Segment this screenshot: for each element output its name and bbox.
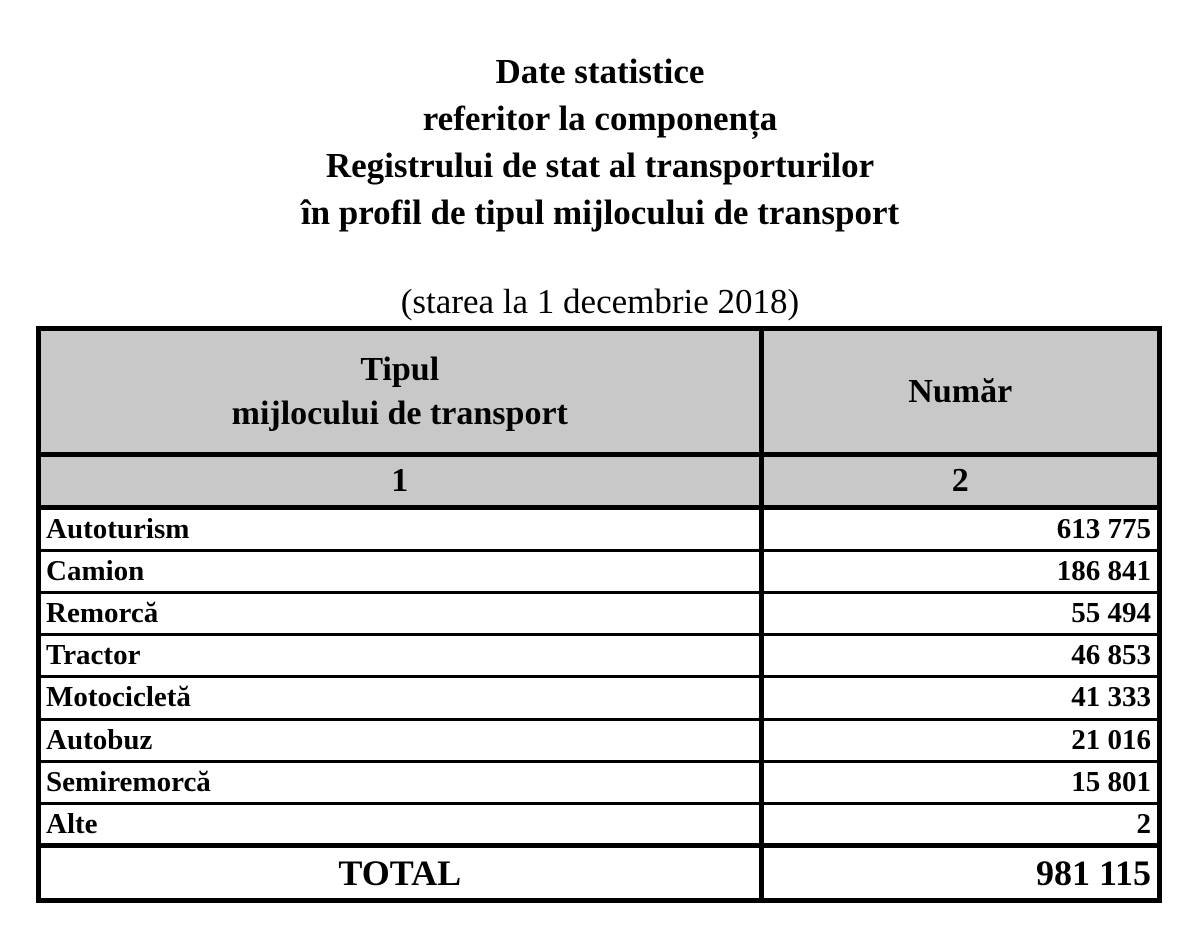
column-index-row bbox=[41, 455, 1157, 508]
total-count: 981 115 bbox=[761, 846, 1157, 898]
vehicle-count-cell: 41 333 bbox=[761, 677, 1157, 719]
table-row bbox=[41, 761, 1157, 803]
vehicle-count-cell: 613 775 bbox=[761, 508, 1157, 550]
document-title bbox=[0, 48, 1200, 236]
column-index-2: 2 bbox=[761, 455, 1157, 508]
vehicle-count-cell: 15 801 bbox=[761, 761, 1157, 803]
total-row bbox=[41, 846, 1157, 898]
header-vehicle-type-line2: mijlocului de transport bbox=[231, 394, 568, 432]
title-line-1: Date statistice bbox=[495, 52, 705, 91]
vehicle-count-cell: 46 853 bbox=[761, 635, 1157, 677]
vehicle-type-cell: Remorcă bbox=[41, 592, 761, 634]
column-index-1: 1 bbox=[41, 455, 761, 508]
table-row bbox=[41, 635, 1157, 677]
table-row bbox=[41, 803, 1157, 845]
vehicle-count-cell: 186 841 bbox=[761, 550, 1157, 592]
vehicle-type-cell: Tractor bbox=[41, 635, 761, 677]
title-line-2: referitor la componența bbox=[422, 99, 778, 138]
header-vehicle-type-line1: Tipul bbox=[360, 350, 440, 388]
vehicle-count-cell: 21 016 bbox=[761, 719, 1157, 761]
title-line-4: în profil de tipul mijlocului de transport bbox=[300, 193, 900, 232]
total-label: TOTAL bbox=[41, 846, 761, 898]
statistics-table bbox=[36, 326, 1162, 903]
vehicle-count-cell: 55 494 bbox=[761, 592, 1157, 634]
vehicle-type-cell: Autoturism bbox=[41, 508, 761, 550]
header-number: Număr bbox=[761, 331, 1157, 455]
table-header-row bbox=[41, 331, 1157, 455]
table-row bbox=[41, 719, 1157, 761]
vehicle-type-cell: Autobuz bbox=[41, 719, 761, 761]
vehicle-type-cell: Motocicletă bbox=[41, 677, 761, 719]
table-row bbox=[41, 592, 1157, 634]
vehicle-type-cell: Camion bbox=[41, 550, 761, 592]
date-subtitle: (starea la 1 decembrie 2018) bbox=[400, 282, 800, 321]
vehicle-count-cell: 2 bbox=[761, 803, 1157, 845]
title-line-3: Registrului de stat al transporturilor bbox=[325, 146, 875, 185]
vehicle-type-cell: Alte bbox=[41, 803, 761, 845]
table-row bbox=[41, 677, 1157, 719]
vehicle-type-cell: Semiremorcă bbox=[41, 761, 761, 803]
table-row bbox=[41, 508, 1157, 550]
table-row bbox=[41, 550, 1157, 592]
header-vehicle-type bbox=[41, 331, 761, 455]
